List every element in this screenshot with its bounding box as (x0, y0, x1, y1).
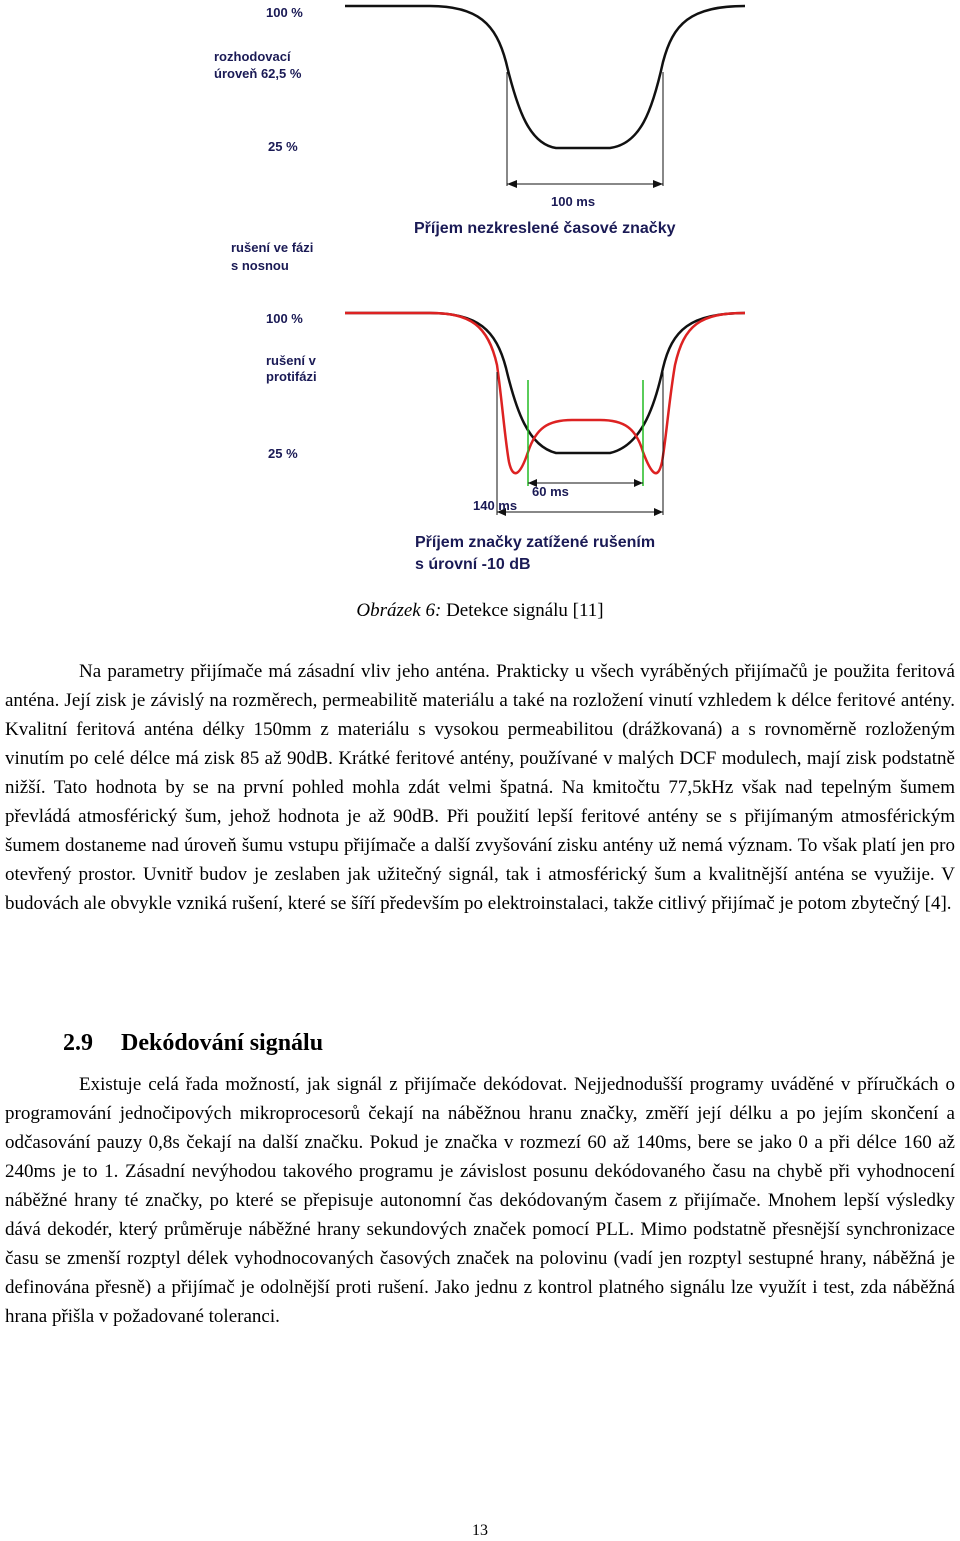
page-number: 13 (472, 1522, 488, 1539)
outer-arrowhead-right (654, 508, 663, 516)
inphase-label-1: rušení ve fázi (231, 240, 314, 255)
signal-detection-figure (0, 0, 960, 590)
top-label-threshold-1: rozhodovací (214, 49, 291, 64)
top-arrowhead-left (507, 180, 517, 188)
top-arrowhead-right (653, 180, 663, 188)
bottom-caption-1: Příjem značky zatížené rušením (415, 534, 656, 551)
top-duration-label: 100 ms (551, 194, 596, 209)
inphase-label-2: s nosnou (231, 258, 289, 273)
top-caption: Příjem nezkreslené časové značky (414, 220, 676, 237)
bottom-label-25: 25 % (268, 446, 298, 461)
paragraph-antenna: Na parametry přijímače má zásadní vliv jeho anténa. Prakticky u všech vyráběných přijímačů je použita feritová anténa. Její zisk je závislý na rozměrech, permeabilitě materiálu a také na rozložení vinutí vzhledem k délce feritové antény. Kvalitní feritová anténa délky 150mm z materiálu s vysokou permeabilitou (drážkovaná) a s rovnoměrně rozloženým vinutím po celé délce má zisk 85 až 90dB. Krátké feritové antény, používané v malých DCF modulech, mají zisk podstatně nižší. Tato hodnota by se na první pohled mohla zdát velmi špatná. Na kmitočtu 77,5kHz však nad tepelným šumem převládá atmosférický šum, jehož hodnota je až 90dB. Při použití lepší feritové antény se s přijímaným atmosférickým šumem dostaneme nad úroveň šumu vstupu přijímače a další zvyšování zisku antény už nemá význam. To však platí jen pro otevřený prostor. Uvnitř budov je zeslaben jak užitečný signál, tak i atmosférický šum a kvalitnější anténa se využije. V budovách ale obvykle vzniká rušení, které se šíří především po elektroinstalaci, takže citlivý přijímač je potom zbytečný [4]. (5, 661, 955, 914)
top-signal-curve (345, 6, 745, 148)
antiphase-label-2: protifázi (266, 369, 317, 384)
outer-duration-label: 140 ms (473, 498, 518, 513)
inner-arrowhead-right (634, 479, 643, 487)
bottom-label-100: 100 % (266, 311, 303, 326)
section-heading (63, 1030, 323, 1057)
section-title: Dekódování signálu (121, 1030, 324, 1056)
section-number: 2.9 (63, 1030, 93, 1056)
figure-caption (0, 600, 960, 622)
top-label-25: 25 % (268, 139, 298, 154)
top-label-threshold-2: úroveň 62,5 % (214, 66, 302, 81)
figure-caption-text: Detekce signálu [11] (441, 600, 604, 621)
top-label-100: 100 % (266, 5, 303, 20)
bottom-caption-2: s úrovní -10 dB (415, 556, 531, 573)
inphase-signal-curve (345, 313, 745, 453)
paragraph-decoding: Existuje celá řada možností, jak signál z přijímače dekódovat. Nejjednodušší programy uváděné v příručkách o programování jednočipových mikroprocesorů čekají na náběžnou hranu značky, změří její délku a po jejím skončení a odčasování pauzy 0,8s čekají na další značku. Pokud je značka v rozmezí 60 až 140ms, bere se jako 0 a při délce 160 až 240ms je to 1. Zásadní nevýhodou takového programu je závislost posunu dekódovaného času na chybě při vyhodnocení náběžné hrany té značky, po které se přepisuje autonomní čas dekódovaným časem z přijímače. Mnohem lepší výsledky dává dekodér, který průměruje náběžné hrany sekundových značek pomocí PLL. Mimo podstatně přesnější synchronizace času se zmenší rozptyl délek vyhodnocovaných časových značek na polovinu (vadí jen rozptyl sestupné hrany, náběžná je definována přesně) a přijímač je odolnější proti rušení. Jako jednu z kontrol platného signálu lze využít i test, zda náběžná hrana přišla v požadované toleranci. (5, 1074, 955, 1327)
inner-duration-label: 60 ms (532, 484, 569, 499)
antiphase-label-1: rušení v (266, 353, 316, 368)
figure-caption-label: Obrázek 6: (356, 600, 442, 621)
